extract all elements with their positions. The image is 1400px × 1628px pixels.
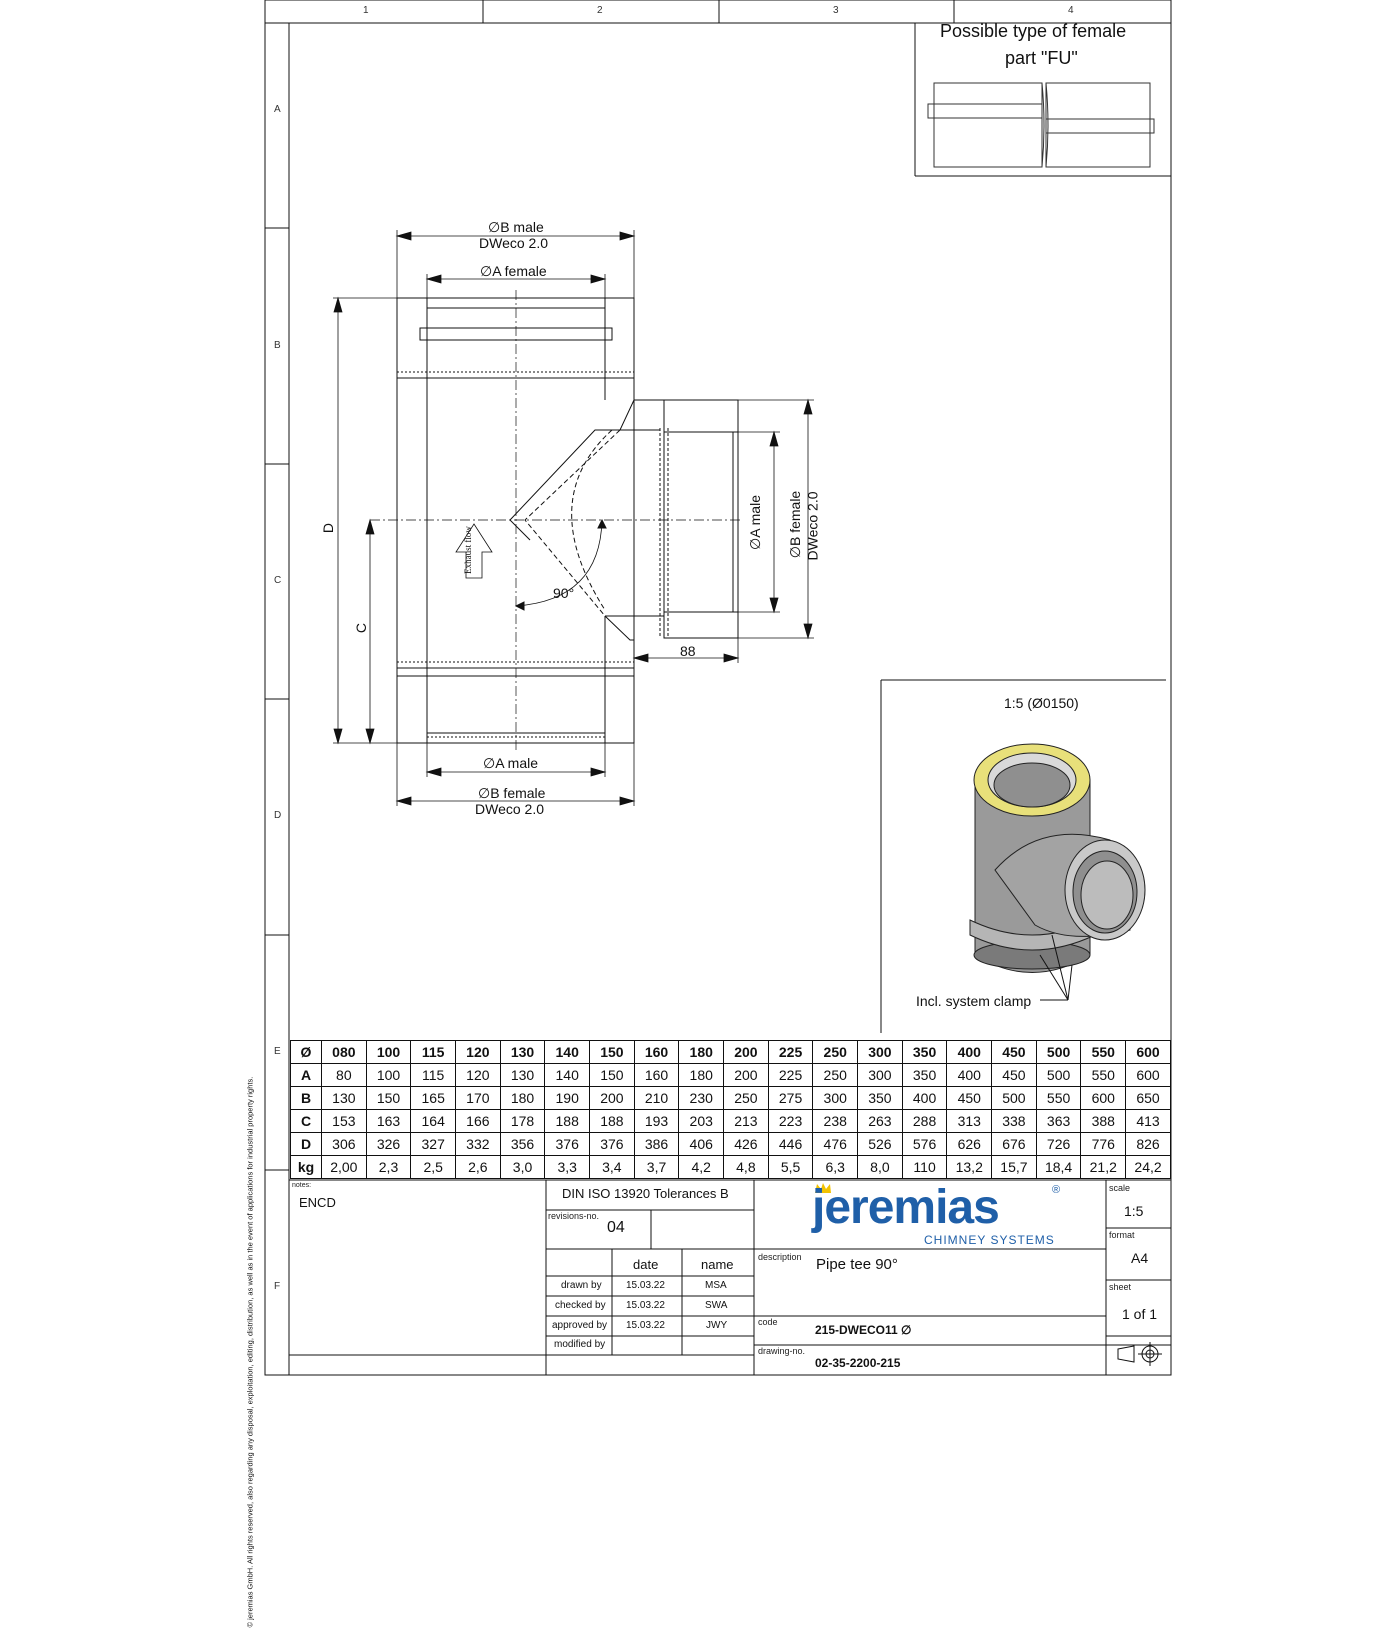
table-cell: 338 xyxy=(992,1110,1037,1133)
table-cell: 356 xyxy=(500,1133,545,1156)
description-label: description xyxy=(758,1252,802,1262)
code-label: code xyxy=(758,1317,778,1327)
dimension-lines xyxy=(333,230,814,806)
table-cell: 626 xyxy=(947,1133,992,1156)
dim-d: D xyxy=(320,522,337,534)
checked-date: 15.03.22 xyxy=(626,1300,665,1311)
table-cell: 80 xyxy=(322,1064,367,1087)
table-cell: 576 xyxy=(902,1133,947,1156)
pipe-tee-3d-render xyxy=(970,744,1145,1000)
table-row-header: A xyxy=(291,1064,322,1087)
table-cell: 300 xyxy=(813,1087,858,1110)
pipe-tee-side-view xyxy=(370,290,740,750)
table-cell: 450 xyxy=(992,1064,1037,1087)
table-cell: 150 xyxy=(590,1064,635,1087)
dim-dweco-top: DWeco 2.0 xyxy=(479,235,548,251)
table-cell: 140 xyxy=(545,1064,590,1087)
table-row-header: C xyxy=(291,1110,322,1133)
table-cell: 230 xyxy=(679,1087,724,1110)
dim-branch-length: 88 xyxy=(680,643,696,659)
table-cell: 200 xyxy=(724,1064,769,1087)
table-cell: 2,3 xyxy=(366,1156,411,1179)
table-cell: 180 xyxy=(679,1041,724,1064)
logo-subtitle: CHIMNEY SYSTEMS xyxy=(924,1233,1055,1247)
table-cell: 140 xyxy=(545,1041,590,1064)
table-cell: 115 xyxy=(411,1064,456,1087)
table-cell: 332 xyxy=(456,1133,501,1156)
table-cell: 24,2 xyxy=(1126,1156,1171,1179)
table-cell: 327 xyxy=(411,1133,456,1156)
table-cell: 160 xyxy=(634,1064,679,1087)
table-cell: 826 xyxy=(1126,1133,1171,1156)
table-cell: 238 xyxy=(813,1110,858,1133)
table-cell: 376 xyxy=(545,1133,590,1156)
table-cell: 326 xyxy=(366,1133,411,1156)
table-cell: 164 xyxy=(411,1110,456,1133)
table-cell: 200 xyxy=(724,1041,769,1064)
drawing-no-label: drawing-no. xyxy=(758,1346,806,1356)
table-cell: 350 xyxy=(902,1041,947,1064)
table-cell: 3,7 xyxy=(634,1156,679,1179)
table-cell: 376 xyxy=(590,1133,635,1156)
zone-row-a: A xyxy=(274,104,281,115)
table-cell: 313 xyxy=(947,1110,992,1133)
table-cell: 130 xyxy=(500,1064,545,1087)
table-cell: 600 xyxy=(1126,1041,1171,1064)
dim-b-female-side: ∅B female xyxy=(787,490,804,559)
zone-column-2: 2 xyxy=(597,5,603,16)
table-cell: 13,2 xyxy=(947,1156,992,1179)
revisions-label: revisions-no. xyxy=(548,1211,600,1221)
table-row xyxy=(291,1087,1171,1110)
table-cell: 115 xyxy=(411,1041,456,1064)
table-cell: 210 xyxy=(634,1087,679,1110)
table-cell: 223 xyxy=(768,1110,813,1133)
table-cell: 4,8 xyxy=(724,1156,769,1179)
table-row-header: Ø xyxy=(291,1041,322,1064)
table-cell: 213 xyxy=(724,1110,769,1133)
jeremias-logo: jeremias xyxy=(812,1181,999,1234)
table-cell: 130 xyxy=(322,1087,367,1110)
iso-scale-label: 1:5 (Ø0150) xyxy=(1004,695,1079,711)
table-cell: 413 xyxy=(1126,1110,1171,1133)
table-cell: 550 xyxy=(1081,1041,1126,1064)
clamp-note: Incl. system clamp xyxy=(916,993,1032,1009)
table-cell: 400 xyxy=(947,1041,992,1064)
notes-value: ENCD xyxy=(299,1195,336,1210)
zone-row-b: B xyxy=(274,340,281,351)
dimension-table xyxy=(290,1040,1171,1179)
table-cell: 200 xyxy=(590,1087,635,1110)
table-cell: 130 xyxy=(500,1041,545,1064)
zone-row-f: F xyxy=(274,1281,281,1292)
notes-label: notes: xyxy=(292,1182,312,1189)
table-cell: 726 xyxy=(1036,1133,1081,1156)
tolerances-text: DIN ISO 13920 Tolerances B xyxy=(562,1186,729,1201)
code-value: 215-DWECO11 ∅ xyxy=(815,1323,912,1337)
table-cell: 8,0 xyxy=(858,1156,903,1179)
table-cell: 386 xyxy=(634,1133,679,1156)
format-label: format xyxy=(1109,1230,1135,1240)
table-row xyxy=(291,1133,1171,1156)
table-row-header: kg xyxy=(291,1156,322,1179)
table-cell: 080 xyxy=(322,1041,367,1064)
description-value: Pipe tee 90° xyxy=(816,1256,898,1273)
dim-b-female-bottom: ∅B female xyxy=(478,785,546,801)
revisions-value: 04 xyxy=(607,1219,625,1236)
table-cell: 526 xyxy=(858,1133,903,1156)
table-row-header: D xyxy=(291,1133,322,1156)
table-cell: 500 xyxy=(1036,1041,1081,1064)
table-cell: 100 xyxy=(366,1041,411,1064)
dim-a-male-side: ∅A male xyxy=(747,495,763,550)
table-cell: 676 xyxy=(992,1133,1037,1156)
table-cell: 250 xyxy=(724,1087,769,1110)
table-cell: 15,7 xyxy=(992,1156,1037,1179)
table-cell: 160 xyxy=(634,1041,679,1064)
table-cell: 180 xyxy=(679,1064,724,1087)
table-cell: 150 xyxy=(590,1041,635,1064)
table-cell: 203 xyxy=(679,1110,724,1133)
scale-value: 1:5 xyxy=(1124,1203,1144,1219)
copyright-notice: © jeremias GmbH. All rights reserved, also regarding any disposal, exploitation, editing, distribution, as well as in the event of applications for industrial property rights. xyxy=(245,1076,255,1628)
table-cell: 3,4 xyxy=(590,1156,635,1179)
table-cell: 180 xyxy=(500,1087,545,1110)
approved-by-label: approved by xyxy=(552,1320,608,1331)
table-cell: 426 xyxy=(724,1133,769,1156)
exhaust-flow-label: Exhaust flow xyxy=(462,526,473,574)
table-cell: 776 xyxy=(1081,1133,1126,1156)
zone-row-c: C xyxy=(274,575,282,586)
table-cell: 600 xyxy=(1081,1087,1126,1110)
table-cell: 363 xyxy=(1036,1110,1081,1133)
table-cell: 406 xyxy=(679,1133,724,1156)
date-header: date xyxy=(633,1257,659,1272)
drawn-name: MSA xyxy=(705,1280,727,1291)
table-cell: 275 xyxy=(768,1087,813,1110)
drawing-no-value: 02-35-2200-215 xyxy=(815,1356,901,1370)
table-cell: 500 xyxy=(1036,1064,1081,1087)
table-cell: 400 xyxy=(902,1087,947,1110)
table-cell: 250 xyxy=(813,1064,858,1087)
table-row-header: B xyxy=(291,1087,322,1110)
zone-row-e: E xyxy=(274,1046,281,1057)
table-cell: 18,4 xyxy=(1036,1156,1081,1179)
dim-angle: 90° xyxy=(553,585,575,601)
table-cell: 188 xyxy=(590,1110,635,1133)
format-value: A4 xyxy=(1131,1250,1149,1266)
table-cell: 2,5 xyxy=(411,1156,456,1179)
modified-by-label: modified by xyxy=(554,1339,606,1350)
table-cell: 300 xyxy=(858,1041,903,1064)
table-cell: 225 xyxy=(768,1041,813,1064)
dim-b-male-top: ∅B male xyxy=(488,219,544,235)
table-cell: 193 xyxy=(634,1110,679,1133)
detail-title-line2: part "FU" xyxy=(1005,48,1078,68)
table-cell: 263 xyxy=(858,1110,903,1133)
table-cell: 120 xyxy=(456,1041,501,1064)
table-cell: 2,00 xyxy=(322,1156,367,1179)
table-cell: 170 xyxy=(456,1087,501,1110)
table-cell: 388 xyxy=(1081,1110,1126,1133)
table-cell: 450 xyxy=(947,1087,992,1110)
name-header: name xyxy=(701,1257,734,1272)
approved-name: JWY xyxy=(706,1320,728,1331)
table-cell: 3,0 xyxy=(500,1156,545,1179)
table-cell: 400 xyxy=(947,1064,992,1087)
table-cell: 5,5 xyxy=(768,1156,813,1179)
table-row xyxy=(291,1041,1171,1064)
table-cell: 250 xyxy=(813,1041,858,1064)
zone-column-4: 4 xyxy=(1068,5,1074,16)
table-cell: 650 xyxy=(1126,1087,1171,1110)
table-row xyxy=(291,1064,1171,1087)
female-part-detail xyxy=(915,23,1171,176)
projection-symbol-icon xyxy=(1118,1342,1162,1366)
logo-registered-mark: ® xyxy=(1052,1184,1061,1196)
table-cell: 165 xyxy=(411,1087,456,1110)
table-cell: 166 xyxy=(456,1110,501,1133)
table-cell: 188 xyxy=(545,1110,590,1133)
table-cell: 178 xyxy=(500,1110,545,1133)
drawn-by-label: drawn by xyxy=(561,1280,602,1291)
table-cell: 476 xyxy=(813,1133,858,1156)
table-cell: 550 xyxy=(1036,1087,1081,1110)
table-cell: 120 xyxy=(456,1064,501,1087)
table-cell: 2,6 xyxy=(456,1156,501,1179)
detail-title-line1: Possible type of female xyxy=(940,21,1127,41)
table-cell: 600 xyxy=(1126,1064,1171,1087)
title-block-lines xyxy=(289,1180,1171,1375)
dim-a-male-bottom: ∅A male xyxy=(483,755,538,771)
table-cell: 446 xyxy=(768,1133,813,1156)
table-cell: 3,3 xyxy=(545,1156,590,1179)
zone-column-3: 3 xyxy=(833,5,839,16)
table-cell: 350 xyxy=(858,1087,903,1110)
table-cell: 6,3 xyxy=(813,1156,858,1179)
table-cell: 163 xyxy=(366,1110,411,1133)
scale-label: scale xyxy=(1109,1183,1131,1193)
approved-date: 15.03.22 xyxy=(626,1320,665,1331)
table-cell: 4,2 xyxy=(679,1156,724,1179)
table-cell: 300 xyxy=(858,1064,903,1087)
table-cell: 550 xyxy=(1081,1064,1126,1087)
dim-dweco-side: DWeco 2.0 xyxy=(804,491,821,561)
table-cell: 190 xyxy=(545,1087,590,1110)
dim-c: C xyxy=(353,622,370,634)
table-row xyxy=(291,1156,1171,1179)
dim-a-female: ∅A female xyxy=(480,263,547,279)
table-cell: 150 xyxy=(366,1087,411,1110)
table-cell: 21,2 xyxy=(1081,1156,1126,1179)
table-cell: 350 xyxy=(902,1064,947,1087)
table-cell: 153 xyxy=(322,1110,367,1133)
table-cell: 306 xyxy=(322,1133,367,1156)
zone-column-1: 1 xyxy=(363,5,369,16)
table-cell: 500 xyxy=(992,1087,1037,1110)
sheet-label: sheet xyxy=(1109,1282,1132,1292)
sheet-value: 1 of 1 xyxy=(1122,1306,1158,1322)
zone-row-d: D xyxy=(274,810,282,821)
table-row xyxy=(291,1110,1171,1133)
table-cell: 100 xyxy=(366,1064,411,1087)
dim-dweco-bottom: DWeco 2.0 xyxy=(475,801,544,817)
checked-name: SWA xyxy=(705,1300,728,1311)
table-cell: 110 xyxy=(902,1156,947,1179)
table-cell: 288 xyxy=(902,1110,947,1133)
table-cell: 225 xyxy=(768,1064,813,1087)
drawn-date: 15.03.22 xyxy=(626,1280,665,1291)
checked-by-label: checked by xyxy=(555,1300,606,1311)
table-cell: 450 xyxy=(992,1041,1037,1064)
